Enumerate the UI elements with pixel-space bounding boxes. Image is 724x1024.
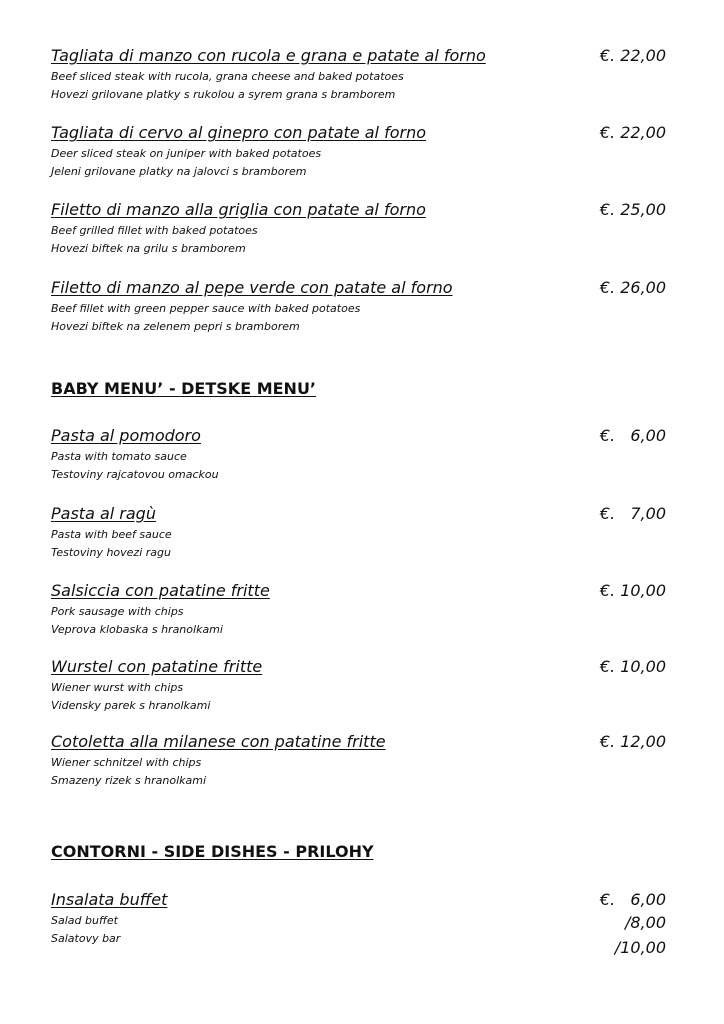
dish-price: €. 6,00: [599, 426, 666, 445]
dish-english: Pork sausage with chips: [51, 605, 184, 618]
dish-czech: Veprova klobaska s hranolkami: [51, 623, 223, 636]
dish-english: Pasta with tomato sauce: [51, 450, 187, 463]
dish-title: Pasta al ragù: [51, 504, 156, 523]
dish-price: €. 25,00: [599, 200, 666, 219]
dish-price-alt: /10,00: [614, 938, 666, 957]
dish-price: €. 7,00: [599, 504, 666, 523]
dish-english: Beef grilled fillet with baked potatoes: [51, 224, 258, 237]
section-heading-baby: BABY MENU’ - DETSKE MENU’: [51, 379, 317, 398]
dish-title: Salsiccia con patatine fritte: [51, 581, 270, 600]
dish-english: Deer sliced steak on juniper with baked potatoes: [51, 147, 322, 160]
dish-english: Wiener schnitzel with chips: [51, 756, 202, 769]
dish-czech: Vidensky parek s hranolkami: [51, 699, 211, 712]
dish-price: €. 12,00: [599, 732, 666, 751]
dish-czech: Jeleni grilovane platky na jalovci s bramborem: [51, 165, 307, 178]
dish-czech: Testoviny hovezi ragu: [51, 546, 171, 559]
dish-english: Wiener wurst with chips: [51, 681, 184, 694]
dish-czech: Smazeny rizek s hranolkami: [51, 774, 207, 787]
dish-price: €. 10,00: [599, 581, 666, 600]
dish-price: €. 22,00: [599, 123, 666, 142]
section-heading-side-dishes: CONTORNI - SIDE DISHES - PRILOHY: [51, 842, 374, 861]
dish-price: €. 6,00: [599, 890, 666, 909]
dish-title: Wurstel con patatine fritte: [51, 657, 263, 676]
dish-czech: Testoviny rajcatovou omackou: [51, 468, 219, 481]
dish-czech: Hovezi grilovane platky s rukolou a syrem grana s bramborem: [51, 88, 396, 101]
dish-title: Filetto di manzo alla griglia con patate al forno: [51, 200, 426, 219]
dish-price: €. 26,00: [599, 278, 666, 297]
dish-title: Tagliata di manzo con rucola e grana e patate al forno: [51, 46, 486, 65]
dish-title: Insalata buffet: [51, 890, 168, 909]
dish-english: Salad buffet: [51, 914, 118, 927]
dish-english: Beef sliced steak with rucola, grana cheese and baked potatoes: [51, 70, 404, 83]
dish-czech: Salatovy bar: [51, 932, 121, 945]
dish-czech: Hovezi biftek na grilu s bramborem: [51, 242, 246, 255]
dish-title: Cotoletta alla milanese con patatine fritte: [51, 732, 386, 751]
dish-title: Filetto di manzo al pepe verde con patate al forno: [51, 278, 453, 297]
dish-czech: Hovezi biftek na zelenem pepri s bramborem: [51, 320, 300, 333]
dish-title: Tagliata di cervo al ginepro con patate al forno: [51, 123, 427, 142]
dish-price: €. 10,00: [599, 657, 666, 676]
dish-title: Pasta al pomodoro: [51, 426, 201, 445]
dish-english: Beef fillet with green pepper sauce with baked potatoes: [51, 302, 361, 315]
dish-price-alt: /8,00: [624, 913, 666, 932]
dish-english: Pasta with beef sauce: [51, 528, 172, 541]
dish-price: €. 22,00: [599, 46, 666, 65]
